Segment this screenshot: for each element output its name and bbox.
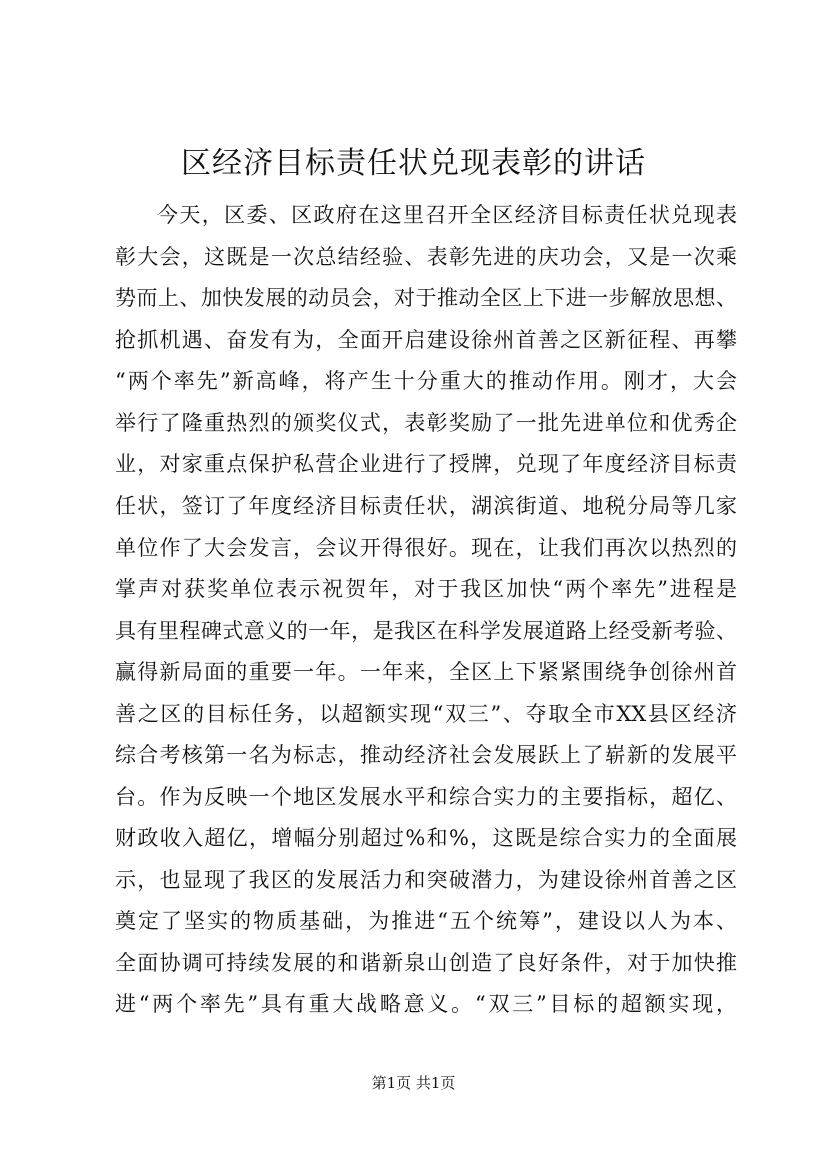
- body-line: 综合考核第一名为标志，推动经济社会发展跃上了崭新的发展平: [115, 743, 737, 767]
- body-line: 业，对家重点保护私营企业进行了授牌，兑现了年度经济目标责: [115, 452, 737, 476]
- body-line: 全面协调可持续发展的和谐新泉山创造了良好条件，对于加快推: [115, 951, 737, 975]
- document-title: 区经济目标责任状兑现表彰的讲话: [181, 146, 646, 181]
- body-line: 台。作为反映一个地区发展水平和综合实力的主要指标，超亿、: [115, 785, 737, 809]
- body-line: 举行了隆重热烈的颁奖仪式，表彰奖励了一批先进单位和优秀企: [115, 411, 737, 435]
- body-line: 具有里程碑式意义的一年，是我区在科学发展道路上经受新考验、: [115, 619, 737, 643]
- body-line: 赢得新局面的重要一年。一年来，全区上下紧紧围绕争创徐州首: [115, 660, 737, 684]
- body-line: 单位作了大会发言，会议开得很好。现在，让我们再次以热烈的: [115, 536, 737, 560]
- body-line: 进“两个率先”具有重大战略意义。“双三”目标的超额实现，: [115, 992, 737, 1016]
- body-line: “两个率先”新高峰，将产生十分重大的推动作用。刚才，大会: [115, 369, 737, 393]
- body-line: 彰大会，这既是一次总结经验、表彰先进的庆功会，又是一次乘: [115, 245, 737, 269]
- body-line: 今天，区委、区政府在这里召开全区经济目标责任状兑现表: [157, 203, 737, 227]
- body-line: 任状，签订了年度经济目标责任状，湖滨街道、地税分局等几家: [115, 494, 737, 518]
- page-number-footer: 第1页 共1页: [371, 1074, 456, 1092]
- body-line: 示，也显现了我区的发展活力和突破潜力，为建设徐州首善之区: [115, 868, 737, 892]
- body-line: 抢抓机遇、奋发有为，全面开启建设徐州首善之区新征程、再攀: [115, 328, 737, 352]
- body-line: 财政收入超亿，增幅分别超过%和%，这既是综合实力的全面展: [115, 826, 737, 850]
- body-line: 掌声对获奖单位表示祝贺年，对于我区加快“两个率先”进程是: [115, 577, 737, 601]
- body-line: 善之区的目标任务，以超额实现“双三”、夺取全市XX县区经济: [115, 702, 737, 726]
- body-line: 奠定了坚实的物质基础，为推进“五个统筹”，建设以人为本、: [115, 909, 737, 933]
- body-line: 势而上、加快发展的动员会，对于推动全区上下进一步解放思想、: [115, 286, 737, 310]
